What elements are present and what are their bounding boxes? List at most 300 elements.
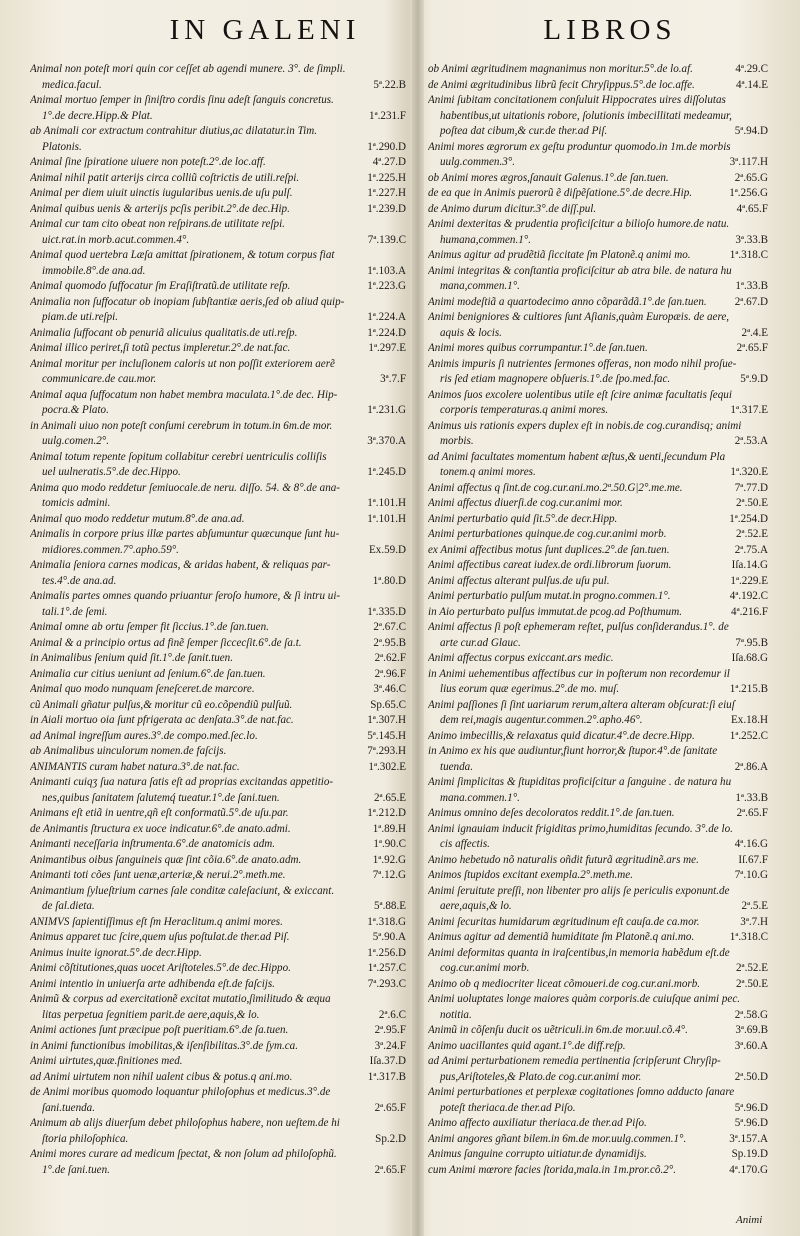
index-entry-reference: Sp.2.D	[375, 1132, 406, 1145]
index-entry-text: Animi cõſtitutiones,quas uocet Ariſtoteles.5°.de dec.Hippo.	[30, 962, 291, 974]
index-entry-text: Animi affectibus careat iudex.de ordi.librorum ſuorum.	[428, 559, 672, 571]
index-entry-text: in Aiali mortuo oia ſunt pfrigerata ac denſata.3°.de nat.fac.	[30, 714, 294, 726]
index-entry-line	[428, 450, 768, 466]
index-entry-text: cog.cur.animi morb.	[440, 962, 530, 974]
index-entry-reference: 2ª.86.A	[734, 760, 768, 773]
index-entry-line	[428, 760, 768, 776]
index-entry-text: mana.commen.1°.	[440, 791, 520, 804]
index-entry-text: ANIMANTIS curam habet natura.3°.de nat.fac.	[30, 760, 240, 773]
index-entry-text: Animal & a principio ortus ad finẽ ſemper ſiccecſit.6°.de ſa.t.	[30, 636, 302, 649]
index-entry-text: medica.facul.	[42, 78, 102, 91]
index-entry-text: Animi uoluptates longe maiores quàm corporis.de cuiuſque animi pec.	[428, 993, 741, 1005]
index-entry	[30, 512, 406, 528]
index-entry	[30, 341, 406, 357]
index-entry	[30, 915, 406, 931]
index-entry-reference: 2ª.75.A	[734, 543, 768, 556]
index-entry	[30, 868, 406, 884]
index-entry-text: Animi mores ægrorum ex geſtu produntur quomodo.in 1m.de morbis	[428, 140, 731, 153]
index-entry-text: Animal quibus uenis & arterijs pcſis peribit.2°.de dec.Hip.	[30, 202, 290, 215]
index-entry-reference: 3ª.33.B	[735, 233, 768, 246]
index-entry-line	[30, 651, 406, 667]
index-entry-reference: 2ª.65.F	[736, 807, 768, 819]
index-entry-reference: 2ª.65.F	[374, 1101, 406, 1114]
index-entry-reference: 1ª.320.E	[730, 466, 768, 478]
index-entry-text: Animal quo modo nunquam ſeneſceret.de marcore.	[30, 683, 255, 695]
index-entry-line	[428, 1054, 768, 1070]
index-entry-line	[30, 388, 406, 404]
index-entry	[428, 341, 768, 357]
index-entry-line	[428, 233, 768, 249]
index-entry-reference: 2ª.67.D	[734, 295, 768, 308]
index-entry	[428, 295, 768, 311]
index-entry-line	[30, 1147, 406, 1163]
index-entry-reference: 1ª.239.D	[367, 202, 406, 215]
index-entry-reference: Ex.59.D	[369, 543, 406, 556]
index-entry-line	[30, 1116, 406, 1132]
index-entry-text: Animal moritur per incluſionem caloris ut non poſſit exteriorem aerẽ	[30, 357, 335, 370]
index-entry-text: Animi modeſtiã a quartodecimo anno cõparãdã.1°.de ſan.tuen.	[428, 295, 707, 308]
index-entry-reference: 1ª.101.H	[367, 512, 406, 525]
index-entry-reference: 1ª.231.G	[367, 404, 406, 416]
index-entry	[428, 186, 768, 202]
index-entry-line	[30, 589, 406, 605]
running-header-left: IN GALENI	[169, 14, 361, 46]
index-entry-reference: 1ª.215.B	[729, 683, 768, 695]
index-entry-reference: 3ª.46.C	[373, 683, 406, 695]
index-entry-reference: Iſa.14.G	[731, 559, 768, 571]
index-entry-line	[428, 744, 768, 760]
index-entry	[30, 326, 406, 342]
index-entry	[428, 589, 768, 605]
index-entry-line	[30, 1054, 406, 1070]
index-entry	[30, 992, 406, 1023]
index-entry-line	[30, 450, 406, 466]
index-entry-line	[428, 481, 768, 497]
index-entry-line	[428, 171, 768, 187]
index-entry-text: 1°.de ſani.tuen.	[42, 1163, 110, 1176]
index-entry	[30, 589, 406, 620]
index-entry-text: ſtoria philoſophica.	[42, 1132, 129, 1145]
index-entry-line	[428, 109, 768, 125]
index-entry-text: Animal non poteſt mori quin cor ceſſet ab agendi munere. 3°. de ſimpli.	[30, 63, 346, 75]
index-entry-line	[30, 682, 406, 698]
index-entry-text: tonem.q animi mores.	[440, 466, 536, 478]
index-entry-line	[428, 729, 768, 745]
index-entry	[30, 481, 406, 512]
index-entry-line	[30, 620, 406, 636]
index-entry-line	[428, 682, 768, 698]
index-entry-text: poſtea dat cibum,& cur.de ther.ad Piſ.	[440, 125, 608, 137]
index-entry	[428, 1116, 768, 1132]
index-entry-line	[428, 791, 768, 807]
index-entry-text: midiores.commen.7°.apho.59°.	[42, 543, 179, 556]
index-entry-text: Animus apparet tuc ſcire,quem uſus poſtulat.de ther.ad Piſ.	[30, 931, 290, 943]
index-entry	[428, 574, 768, 590]
index-entry-reference: 2ª.6.C	[378, 1008, 406, 1021]
index-entry	[30, 279, 406, 295]
index-entry-text: Animus ſanguine corrupto uitiatur.de dynamidijs.	[428, 1148, 647, 1160]
index-entry-text: ab Animali cor extractum contrahitur diutius,ac dilatatur.in Tim.	[30, 125, 318, 137]
index-entry-text: lius eorum quæ egerimus.2°.de mo. muſ.	[440, 683, 620, 695]
index-entry-line	[428, 915, 768, 931]
index-entry-reference: Sp.65.C	[370, 698, 406, 711]
index-entry-line	[30, 93, 406, 109]
index-entry-line	[428, 419, 768, 435]
index-entry-line	[428, 1101, 768, 1117]
index-entry-text: tomicis admini.	[42, 497, 111, 509]
index-entry-line	[428, 512, 768, 528]
index-entry-reference: 1ª.297.E	[368, 342, 406, 354]
index-entry-reference: 1ª.317.E	[730, 404, 768, 416]
index-entry-text: Animal per diem uiuit uinctis iugularibus uenis.de uſu pulſ.	[30, 187, 293, 199]
index-entry-text: Animi integritas & conſtantia proficiſcitur ab atra bile. de natura hu	[428, 264, 732, 277]
index-entry	[428, 1054, 768, 1085]
index-entry-text: Animũ & corpus ad exercitationẽ excitat mutatio,ſimilitudo & æqua	[30, 993, 331, 1005]
index-entry-text: notitia.	[440, 1008, 472, 1021]
index-entry-reference: 1ª.223.G	[367, 280, 406, 292]
index-entry-line	[30, 946, 406, 962]
index-entry-reference: 4ª.16.G	[734, 838, 768, 850]
index-entry-reference: Sp.19.D	[731, 1148, 768, 1160]
index-entry	[30, 930, 406, 946]
index-entry-reference: 4ª.170.G	[729, 1163, 768, 1176]
index-entry-text: Animal illico periret,ſi totũ pectus impleretur.2°.de nat.fac.	[30, 342, 291, 354]
index-entry-line	[30, 217, 406, 233]
index-entry-reference: 5ª.90.A	[372, 931, 406, 943]
index-entry-reference: 7ª.293.H	[367, 745, 406, 757]
index-entry-reference: 4ª.29.C	[735, 63, 768, 75]
index-entry-reference: 1ª.90.C	[373, 838, 406, 850]
index-entry-text: ob Animi ægritudinem magnanimus non moritur.5°.de lo.af.	[428, 63, 693, 75]
index-entry-reference: 3ª.69.B	[735, 1024, 768, 1036]
index-entry-line	[30, 992, 406, 1008]
index-entry-text: de Animantis ſtructura ex uoce indicatur.6°.de anato.admi.	[30, 822, 291, 835]
index-entry	[428, 822, 768, 853]
index-entry-line	[428, 1132, 768, 1148]
index-entry-reference: 4ª.14.E	[735, 78, 768, 91]
index-entry	[428, 977, 768, 993]
index-entry-line	[428, 558, 768, 574]
index-entry-line	[30, 372, 406, 388]
index-entry	[30, 357, 406, 388]
index-entry-line	[30, 186, 406, 202]
index-entry	[428, 868, 768, 884]
index-entry	[30, 744, 406, 760]
index-entry-text: corporis temperaturas.q animi mores.	[440, 404, 609, 416]
index-entry-text: tes.4°.de ana.ad.	[42, 574, 117, 587]
index-entry-text: uel uulneratis.5°.de dec.Hippo.	[42, 466, 181, 478]
index-entry-reference: 4ª.65.F	[736, 202, 768, 215]
index-entry-reference: 1ª.317.B	[367, 1070, 406, 1083]
index-entry-reference: 2ª.52.E	[735, 528, 768, 540]
index-entry	[428, 264, 768, 295]
index-entry	[428, 496, 768, 512]
index-entry-reference: 1ª.231.F	[369, 109, 406, 122]
index-entry-line	[428, 527, 768, 543]
index-entry-reference: 2ª.65.F	[736, 342, 768, 354]
index-entry-text: uulg.comen.2°.	[42, 435, 109, 447]
index-entry-line	[428, 868, 768, 884]
index-entry-line	[428, 1085, 768, 1101]
index-entry-reference: 1ª.224.A	[367, 311, 406, 323]
index-entry-reference: 1ª.33.B	[735, 791, 768, 804]
index-entry	[428, 481, 768, 497]
index-entry	[30, 853, 406, 869]
index-entry-text: Animus agitur ad prudẽtiã ſiccitate ſm Platonẽ.q animi mo.	[428, 249, 691, 261]
index-entry-text: arte cur.ad Glauc.	[440, 636, 521, 649]
index-entry-reference: 2ª.53.A	[734, 435, 768, 447]
index-entry-reference: 1ª.302.E	[368, 760, 406, 773]
index-entry-text: Animi affectus alterant pulſus.de uſu pul.	[428, 574, 610, 587]
index-entry-reference: 5ª.22.B	[373, 78, 406, 91]
index-entry-text: Animalia ſeniora carnes modicas, & aridas habent, & reliquas par-	[30, 559, 331, 571]
index-entry	[428, 744, 768, 775]
index-entry-text: aquis & locis.	[440, 326, 502, 339]
index-entry	[30, 884, 406, 915]
index-entry-reference: 1ª.92.G	[372, 853, 406, 866]
index-entry-text: Animanti neceſſaria inſtrumenta.6°.de anatomicis adm.	[30, 838, 276, 850]
index-entry	[30, 682, 406, 698]
index-entry-reference: 1ª.256.D	[367, 946, 406, 959]
index-entry-text: ANIMVS ſapientiſſimus eſt ſm Heraclitum.q animi mores.	[30, 915, 283, 928]
index-entry	[428, 62, 768, 78]
index-entry	[428, 1163, 768, 1179]
index-entry-reference: 2ª.65.F	[374, 1163, 406, 1176]
index-entry-text: aere,aquis,& lo.	[440, 900, 512, 912]
index-entry-text: Animo imbecillis,& relaxatus quid dicatur.4°.de decre.Hipp.	[428, 729, 695, 742]
index-column-left	[30, 62, 406, 1178]
index-entry	[428, 930, 768, 946]
book-gutter	[412, 0, 424, 1236]
index-entry-text: Animalis in corpore prius illæ partes abſumuntur quæcunque ſunt hu-	[30, 528, 340, 540]
index-entry-text: pus,Ariſtoteles,& Plato.de cog.cur.animi mor.	[440, 1070, 642, 1083]
index-entry-reference: 2ª.65.G	[734, 171, 768, 184]
index-entry-line	[428, 341, 768, 357]
index-entry-line	[30, 868, 406, 884]
index-entry-reference: 4ª.216.F	[731, 605, 768, 618]
index-entry-text: Animis impuris ſi nutrientes ſermones offeras, non modo nihil proſue-	[428, 357, 737, 370]
index-entry-line	[428, 899, 768, 915]
index-entry-line	[30, 605, 406, 621]
index-entry-text: morbis.	[440, 435, 474, 447]
index-entry-text: habentibus,ut uitationis robore, ſolutionis imbecillitati medeamur,	[440, 109, 732, 122]
index-entry	[30, 295, 406, 326]
index-entry-line	[428, 93, 768, 109]
index-entry-line	[428, 155, 768, 171]
index-entry-text: Animal quod uertebra Læſa amittat ſpirationem, & totum corpus fiat	[30, 249, 335, 261]
index-entry-text: Animi actiones ſunt præcipue poſt pueritiam.6°.de ſa.tuen.	[30, 1024, 289, 1036]
index-entry-text: Animo affecto auxiliatur theriaca.de ther.ad Piſo.	[428, 1117, 647, 1129]
index-entry-text: Animal nihil patit arterijs circa colliũ coſtrictis de utili.reſpi.	[30, 171, 300, 184]
index-entry	[428, 419, 768, 450]
index-entry-line	[30, 527, 406, 543]
index-entry-line	[428, 496, 768, 512]
index-entry-line	[30, 1085, 406, 1101]
index-entry-reference: 2ª.5.E	[741, 900, 768, 912]
index-column-right	[428, 62, 768, 1178]
index-entry-reference: 5ª.9.D	[740, 373, 768, 385]
index-entry-reference: 1ª.212.D	[367, 807, 406, 819]
index-entry-reference: 2ª.65.E	[373, 791, 406, 804]
index-entry-reference: 1ª.290.D	[367, 140, 406, 153]
index-entry-line	[428, 62, 768, 78]
index-entry-text: piam.de uti.reſpi.	[42, 311, 119, 323]
index-entry-line	[428, 930, 768, 946]
index-entry	[30, 202, 406, 218]
index-entry-line	[428, 822, 768, 838]
index-entry-reference: 1ª.101.H	[367, 497, 406, 509]
index-entry-line	[30, 930, 406, 946]
index-entry	[428, 1147, 768, 1163]
index-entry-line	[30, 729, 406, 745]
index-entry-line	[428, 357, 768, 373]
index-entry-line	[30, 310, 406, 326]
index-entry-text: Animi affectus q ſint.de cog.cur.ani.mo.2ª.50.G|2°.me.me.	[428, 481, 683, 494]
index-entry-line	[30, 326, 406, 342]
index-entry-line	[30, 636, 406, 652]
index-entry	[428, 388, 768, 419]
index-entry-text: in Animo ex his que audiuntur,fiunt horror,& ſtupor.4°.de ſanitate	[428, 745, 718, 757]
index-entry-line	[30, 1132, 406, 1148]
index-entry-text: communicare.de cau.mor.	[42, 373, 157, 385]
index-entry-text: Animi mores quibus corrumpantur.1°.de ſan.tuen.	[428, 342, 648, 354]
index-entry-text: Animi ſubitam concitationem conſuluit Hippocrates uires diſſolutas	[428, 94, 726, 106]
index-entry	[30, 1023, 406, 1039]
index-entry-reference: 1ª.256.G	[729, 187, 768, 199]
index-entry-line	[30, 341, 406, 357]
index-entry	[30, 651, 406, 667]
index-entry	[30, 419, 406, 450]
index-entry	[428, 915, 768, 931]
index-entry-text: in Animali uiuo non poteſt conſumi cerebrum in totum.in 6m.de mor.	[30, 419, 333, 432]
index-entry-text: Animalia ſuffocant ob penuriã alicuius qualitatis.de uti.reſp.	[30, 326, 298, 339]
index-entry	[428, 1039, 768, 1055]
index-entry-text: uict.rat.in morb.acut.commen.4°.	[42, 233, 190, 246]
index-entry	[428, 729, 768, 745]
index-entry-text: cũ Animali gñatur pulſus,& moritur cũ eo.cõpendiũ pulſuũ.	[30, 698, 293, 711]
index-entry-reference: 2ª.50.E	[735, 497, 768, 509]
index-entry-reference: 7ª.139.C	[367, 233, 406, 246]
index-entry-reference: 3ª.24.F	[374, 1039, 406, 1052]
index-entry-reference: 2ª.58.G	[734, 1008, 768, 1021]
index-entry-reference: 3ª.370.A	[367, 435, 406, 447]
index-entry-line	[30, 279, 406, 295]
index-entry	[428, 558, 768, 574]
index-entry-reference: Iſ.67.F	[738, 853, 768, 866]
index-entry-line	[428, 884, 768, 900]
index-entry-reference: 2ª.62.F	[374, 652, 406, 664]
index-entry-line	[30, 233, 406, 249]
index-entry-line	[428, 946, 768, 962]
index-entry	[30, 636, 406, 652]
index-entry	[428, 992, 768, 1023]
index-entry-text: Animo ob q mediocriter liceat cõmoueri.de cog.cur.ani.morb.	[428, 977, 701, 990]
index-entry	[428, 140, 768, 171]
index-entry	[428, 698, 768, 729]
index-entry-text: ab Animalibus uinculorum nomen.de faſcijs.	[30, 745, 227, 757]
index-entry-text: ad Animi facultates momentum habent æſtus,& uenti,ſecundum Pla	[428, 450, 726, 463]
index-entry-line	[428, 248, 768, 264]
index-entry-reference: 1ª.225.H	[367, 171, 406, 184]
index-entry-line	[428, 403, 768, 419]
index-entry-line	[428, 295, 768, 311]
index-entry-line	[30, 543, 406, 559]
index-entry-line	[428, 326, 768, 342]
index-entry	[428, 620, 768, 651]
index-entry-text: Animos ſuos excolere uolentibus utile eſt ſcire animæ facultatis ſequi	[428, 388, 732, 401]
index-entry-line	[30, 961, 406, 977]
index-entry-text: Animi ignauiam inducit frigiditas primo,humiditas ſecundo. 3°.de lo.	[428, 822, 733, 835]
index-entry-line	[30, 202, 406, 218]
index-entry-line	[30, 124, 406, 140]
index-entry-reference: 1ª.227.H	[367, 187, 406, 199]
index-entry-line	[428, 1070, 768, 1086]
index-entry-line	[30, 806, 406, 822]
index-entry-reference: 2ª.4.E	[741, 326, 768, 339]
index-entry-text: humana,commen.1°.	[440, 233, 532, 246]
index-entry	[30, 217, 406, 248]
index-entry-text: 1°.de decre.Hipp.& Plat.	[42, 109, 153, 122]
index-entry-line	[428, 465, 768, 481]
index-entry-reference: 1ª.229.E	[730, 574, 768, 587]
index-entry-line	[428, 434, 768, 450]
index-entry-reference: 2ª.95.B	[373, 636, 406, 649]
index-entry-line	[30, 713, 406, 729]
index-entry	[428, 357, 768, 388]
index-entry-text: Animi uirtutes,quæ.finitiones med.	[30, 1055, 183, 1067]
index-entry-line	[30, 1008, 406, 1024]
index-entry-reference: Iſa.37.D	[369, 1055, 406, 1067]
index-entry	[30, 977, 406, 993]
index-entry-line	[30, 419, 406, 435]
index-entry-line	[30, 248, 406, 264]
index-entry-text: Animi affectus diuerſi.de cog.cur.animi mor.	[428, 497, 623, 509]
index-entry	[30, 760, 406, 776]
index-entry-text: ob Animi mores ægros,ſanauit Galenus.1°.de ſan.tuen.	[428, 171, 669, 184]
index-entry-line	[428, 667, 768, 683]
index-entry-text: ad Animi uirtutem non nihil ualent cibus & potus.q ani.mo.	[30, 1070, 293, 1083]
index-entry-line	[428, 388, 768, 404]
index-entry	[30, 62, 406, 93]
index-entry-line	[30, 1023, 406, 1039]
index-entry-text: Animal quo modo reddetur mutum.8°.de ana.ad.	[30, 512, 245, 525]
index-entry-line	[428, 1023, 768, 1039]
index-entry-line	[30, 465, 406, 481]
index-entry-text: Animalia cur citius ueniunt ad ſenium.6°.de ſan.tuen.	[30, 667, 266, 680]
running-header-right: LIBROS	[543, 14, 677, 46]
index-entry-text: Animos ſtupidos excitant exempla.2°.meth.me.	[428, 869, 634, 881]
index-entry-text: Animi paſſiones ſi ſint uariarum rerum,altera alteram obſcurat:ſi eiuſ	[428, 698, 735, 711]
index-entry	[428, 248, 768, 264]
index-entry	[30, 155, 406, 171]
index-entry-reference: 4ª.27.D	[372, 156, 406, 168]
index-entry-text: Animal aqua ſuffocatum non habet membra maculata.1°.de dec. Hip-	[30, 388, 338, 401]
index-entry-line	[428, 605, 768, 621]
index-entry-reference: 7ª.12.G	[372, 869, 406, 881]
index-entry-text: cum Animi mœrore facies ſtorida,mala.in 1m.pror.cõ.2°.	[428, 1163, 676, 1176]
index-entry-line	[30, 481, 406, 497]
index-entry	[30, 806, 406, 822]
index-entry-reference: 3ª.60.A	[734, 1039, 768, 1052]
index-entry-text: tuenda.	[440, 760, 473, 773]
index-entry-text: ex Animi affectibus motus ſunt duplices.2°.de ſan.tuen.	[428, 543, 670, 556]
index-entry-line	[30, 698, 406, 714]
index-entry-line	[30, 884, 406, 900]
index-entry-text: mana,commen.1°.	[440, 280, 520, 292]
index-entry-line	[428, 961, 768, 977]
index-entry-text: Animo uacillantes quid agant.1°.de diff.reſp.	[428, 1039, 626, 1052]
index-entry-reference: 1ª.80.D	[372, 574, 406, 587]
